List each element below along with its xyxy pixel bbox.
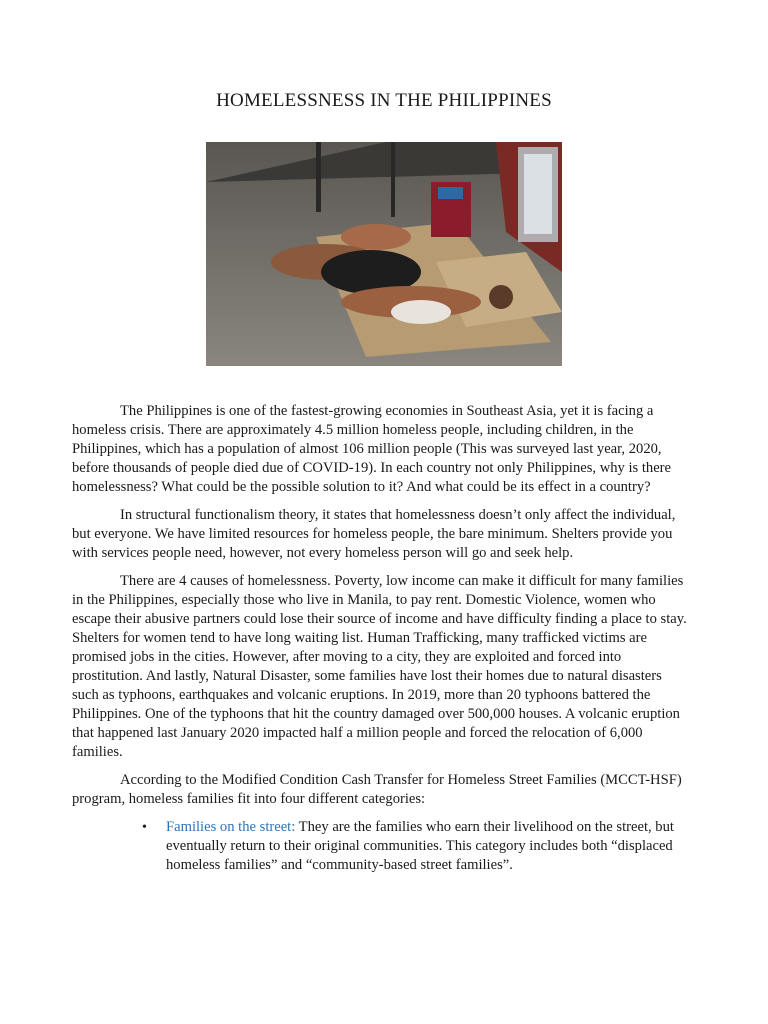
document-body bbox=[72, 402, 692, 875]
paragraph-4: According to the Modified Condition Cash Transfer for Homeless Street Families (MCCT-HSF) program, homeless families fit into four different categories: bbox=[72, 772, 682, 807]
list-item bbox=[142, 818, 692, 875]
street-photo-illustration bbox=[206, 142, 562, 366]
document-title: HOMELESSNESS IN THE PHILIPPINES bbox=[216, 90, 552, 111]
street-photo bbox=[206, 142, 562, 366]
paragraph-2: In structural functionalism theory, it states that homelessness doesn’t only affect the individual, but everyone. We have limited resources for homeless people, the bare minimum. Shelters provide you with services people need, however, not every homeless person will go and seek help. bbox=[72, 507, 676, 561]
category-description: They are the families who earn their livelihood on the street, but eventually return to their original communities. This category includes both “displaced homeless families” and “community-based street families”. bbox=[166, 819, 674, 873]
paragraph-1: The Philippines is one of the fastest-growing economies in Southeast Asia, yet it is facing a homeless crisis. There are approximately 4.5 million homeless people, including children, in the Philippines, which has a population of almost 106 million people (This was surveyed last year, 2020, before thousands of people died due of COVID-19). In each country not only Philippines, why is there homelessness? What could be the possible solution to it? And what could be its effect in a country? bbox=[72, 403, 672, 495]
category-term: Families on the street: bbox=[166, 819, 296, 835]
bullet-marker: • bbox=[142, 820, 147, 835]
category-list bbox=[72, 818, 692, 875]
paragraph-3: There are 4 causes of homelessness. Poverty, low income can make it difficult for many families in the Philippines, especially those who live in Manila, to pay rent. Domestic Violence, women who escape their abusive partners could lose their source of income and have difficulty finding a place to stay. Shelters for women tend to have long waiting list. Human Trafficking, many trafficked victims are promised jobs in the cities. However, after moving to a city, they are exploited and forced into prostitution. And lastly, Natural Disaster, some families have lost their homes due to natural disasters such as typhoons, earthquakes and volcanic eruptions. In 2019, more than 20 typhoons battered the Philippines. One of the typhoons that hit the country damaged over 500,000 houses. A volcanic eruption that happened last January 2020 impacted half a million people and forced the relocation of 6,000 families. bbox=[72, 573, 687, 760]
